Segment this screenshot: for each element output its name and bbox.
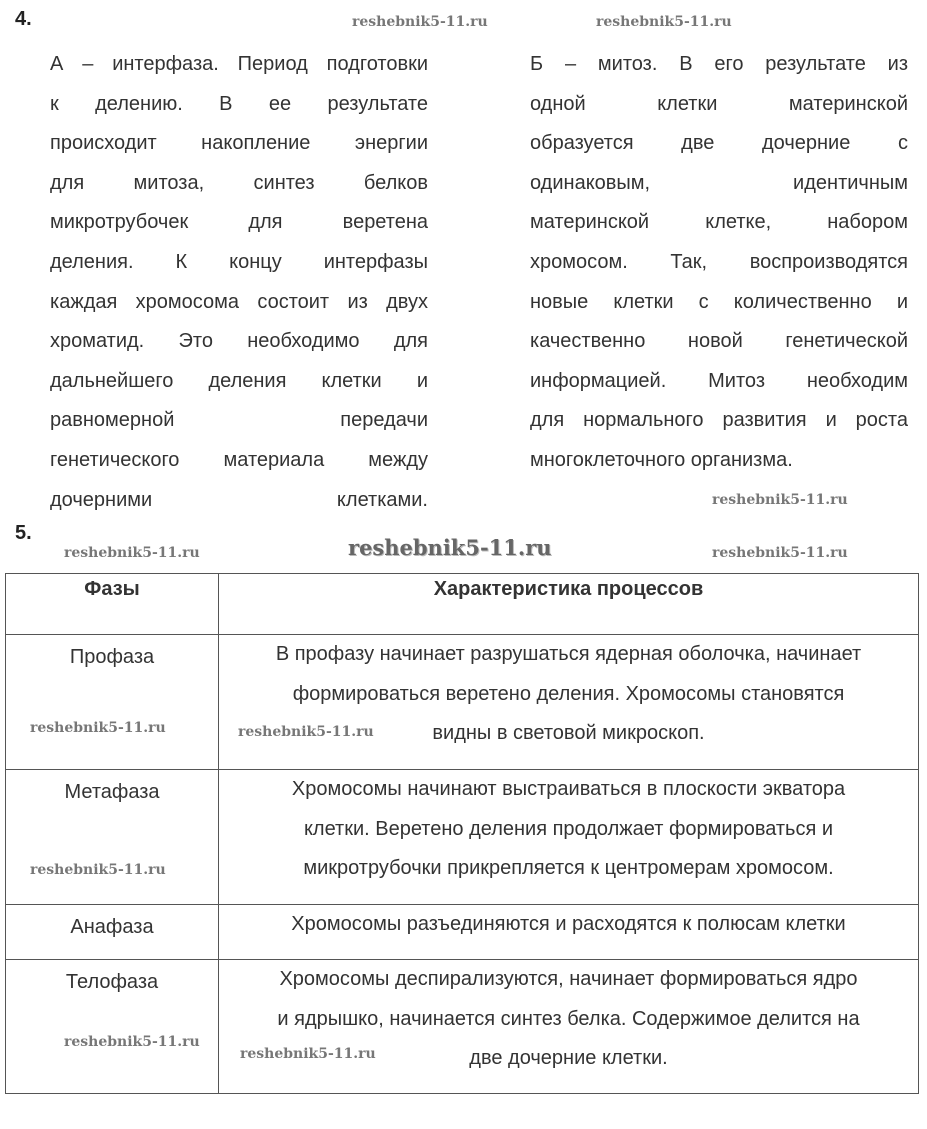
- text-line: одинаковым, идентичным: [530, 171, 908, 194]
- watermark: reshebnik5-11.ru: [64, 1034, 200, 1050]
- description-line: две дочерние клетки.: [469, 1047, 668, 1070]
- text-line: для нормального развития и роста: [530, 409, 908, 432]
- watermark: reshebnik5-11.ru: [596, 14, 732, 30]
- text-line: качественно новой генетической: [530, 330, 908, 353]
- text-line: А – интерфаза. Период подготовки: [50, 53, 428, 75]
- watermark: reshebnik5-11.ru: [712, 545, 848, 561]
- phase-description: [219, 960, 919, 1094]
- interphase-text: [50, 45, 428, 520]
- text-line: генетического материала между: [50, 448, 428, 471]
- description-line: микротрубочки прикрепляется к центромерам хромосом.: [303, 857, 834, 880]
- text-line: к делению. В ее результате: [50, 92, 428, 115]
- text-line: материнской клетке, набором: [530, 211, 908, 234]
- mitosis-text: [530, 45, 908, 481]
- phase-name: Профаза: [6, 635, 219, 770]
- mitosis-phases-table: [5, 573, 919, 1094]
- task-4-number: 4.: [15, 8, 32, 30]
- watermark: reshebnik5-11.ru: [348, 535, 552, 560]
- text-line: Б – митоз. В его результате из: [530, 53, 908, 75]
- task-5-number: 5.: [15, 522, 32, 544]
- text-line: происходит накопление энергии: [50, 132, 428, 155]
- watermark: reshebnik5-11.ru: [712, 492, 848, 508]
- phase-description: [219, 635, 919, 770]
- watermark: reshebnik5-11.ru: [238, 724, 374, 740]
- description-line: видны в световой микроскоп.: [432, 722, 705, 745]
- table-row: [6, 635, 919, 770]
- phase-name: Анафаза: [6, 905, 219, 960]
- text-line: новые клетки с количественно и: [530, 290, 908, 313]
- watermark: reshebnik5-11.ru: [30, 720, 166, 736]
- text-line: микротрубочек для веретена: [50, 211, 428, 234]
- text-line: многоклеточного организма.: [530, 448, 793, 471]
- description-line: и ядрышко, начинается синтез белка. Содержимое делится на: [277, 1007, 860, 1030]
- description-line: клетки. Веретено деления продолжает формироваться и: [303, 817, 834, 840]
- watermark: reshebnik5-11.ru: [352, 14, 488, 30]
- text-line: хромосом. Так, воспроизводятся: [530, 250, 908, 273]
- header-characteristics: Характеристика процессов: [219, 574, 919, 635]
- table-row: [6, 905, 919, 960]
- description-line: Хромосомы разъединяются и расходятся к полюсам клетки: [291, 913, 846, 935]
- text-line: информацией. Митоз необходим: [530, 369, 908, 392]
- phase-name: Метафаза: [6, 770, 219, 905]
- table-row: [6, 770, 919, 905]
- description-line: В профазу начинает разрушаться ядерная оболочка, начинает: [275, 643, 862, 665]
- text-line: дальнейшего деления клетки и: [50, 369, 428, 392]
- text-line: дочерними клетками.: [50, 488, 428, 511]
- phase-name: Телофаза: [6, 960, 219, 1094]
- phase-description: [219, 905, 919, 960]
- description-line: формироваться веретено деления. Хромосомы становятся: [292, 682, 845, 705]
- header-phases: Фазы: [6, 574, 219, 635]
- description-line: Хромосомы деспирализуются, начинает формироваться ядро: [279, 968, 858, 990]
- text-line: для митоза, синтез белков: [50, 171, 428, 194]
- description-line: Хромосомы начинают выстраиваться в плоскости экватора: [291, 778, 846, 800]
- text-line: одной клетки материнской: [530, 92, 908, 115]
- table-row: [6, 960, 919, 1094]
- text-line: образуется две дочерние с: [530, 132, 908, 155]
- text-line: хроматид. Это необходимо для: [50, 330, 428, 353]
- text-line: равномерной передачи: [50, 409, 428, 432]
- watermark: reshebnik5-11.ru: [30, 862, 166, 878]
- text-line: каждая хромосома состоит из двух: [50, 290, 428, 313]
- text-line: деления. К концу интерфазы: [50, 250, 428, 273]
- watermark: reshebnik5-11.ru: [240, 1046, 376, 1062]
- watermark: reshebnik5-11.ru: [64, 545, 200, 561]
- phase-description: [219, 770, 919, 905]
